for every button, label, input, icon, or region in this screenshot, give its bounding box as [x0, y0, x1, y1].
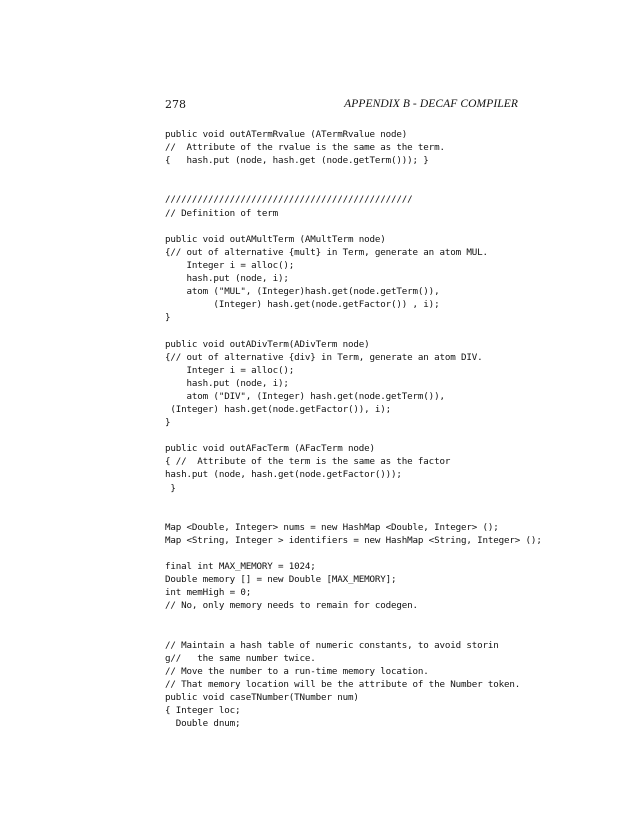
code-line: } [165, 312, 171, 324]
code-line [165, 167, 565, 180]
code-line: public void outAMultTerm (AMultTerm node) [165, 233, 386, 245]
code-line: // Move the number to a run-time memory location. [165, 665, 429, 677]
code-line: Integer i = alloc(); [165, 364, 295, 376]
code-line: hash.put (node, i); [165, 377, 289, 389]
code-line: Map <Double, Integer> nums = new HashMap <Double, Integer> (); [165, 521, 499, 533]
code-line [165, 508, 565, 521]
code-line [165, 612, 565, 625]
code-line: // Maintain a hash table of numeric constants, to avoid storin [165, 639, 499, 651]
code-line: final int MAX_MEMORY = 1024; [165, 561, 316, 573]
code-line [165, 429, 565, 442]
page-number: 278 [165, 98, 186, 111]
code-line: Double memory [] = new Double [MAX_MEMORY]; [165, 574, 397, 586]
code-line: Integer i = alloc(); [165, 259, 295, 271]
code-line [165, 495, 565, 508]
code-line: // That memory location will be the attribute of the Number token. [165, 678, 521, 690]
code-line [165, 220, 565, 233]
code-line: public void caseTNumber(TNumber num) [165, 692, 359, 704]
code-line: { Integer loc; [165, 705, 241, 717]
code-line: {// out of alternative {mult} in Term, generate an atom MUL. [165, 246, 488, 258]
code-line: public void outATermRvalue (ATermRvalue node) [165, 129, 408, 140]
code-line [165, 180, 565, 193]
code-line: (Integer) hash.get(node.getFactor()), i); [165, 403, 392, 415]
running-head: APPENDIX B - DECAF COMPILER [344, 98, 518, 110]
code-line: } [165, 417, 171, 429]
code-line: int memHigh = 0; [165, 587, 252, 599]
code-line: g// the same number twice. [165, 652, 316, 664]
code-line: // Attribute of the rvalue is the same as the term. [165, 142, 445, 154]
code-line: { hash.put (node, hash.get (node.getTerm())); } [165, 155, 429, 167]
code-line: } [165, 482, 176, 494]
code-line [165, 324, 565, 337]
code-line: atom ("DIV", (Integer) hash.get(node.getTerm()), [165, 390, 445, 402]
code-line: Double dnum; [165, 718, 241, 730]
code-line [165, 626, 565, 639]
code-line: { // Attribute of the term is the same as the factor [165, 456, 451, 468]
code-line: (Integer) hash.get(node.getFactor()) , i); [165, 299, 440, 311]
code-line: hash.put (node, hash.get(node.getFactor())); [165, 469, 402, 481]
code-line: // Definition of term [165, 207, 279, 219]
code-line: public void outAFacTerm (AFacTerm node) [165, 443, 375, 455]
code-line: {// out of alternative {div} in Term, generate an atom DIV. [165, 351, 483, 363]
code-line [165, 547, 565, 560]
code-line: Map <String, Integer > identifiers = new HashMap <String, Integer> (); [165, 534, 542, 546]
code-line: public void outADivTerm(ADivTerm node) [165, 338, 370, 350]
code-listing [165, 128, 565, 730]
code-line: ////////////////////////////////////////////// [165, 194, 413, 206]
code-line: // No, only memory needs to remain for codegen. [165, 600, 418, 612]
code-line: hash.put (node, i); [165, 273, 289, 285]
code-line: atom ("MUL", (Integer)hash.get(node.getTerm()), [165, 286, 440, 298]
